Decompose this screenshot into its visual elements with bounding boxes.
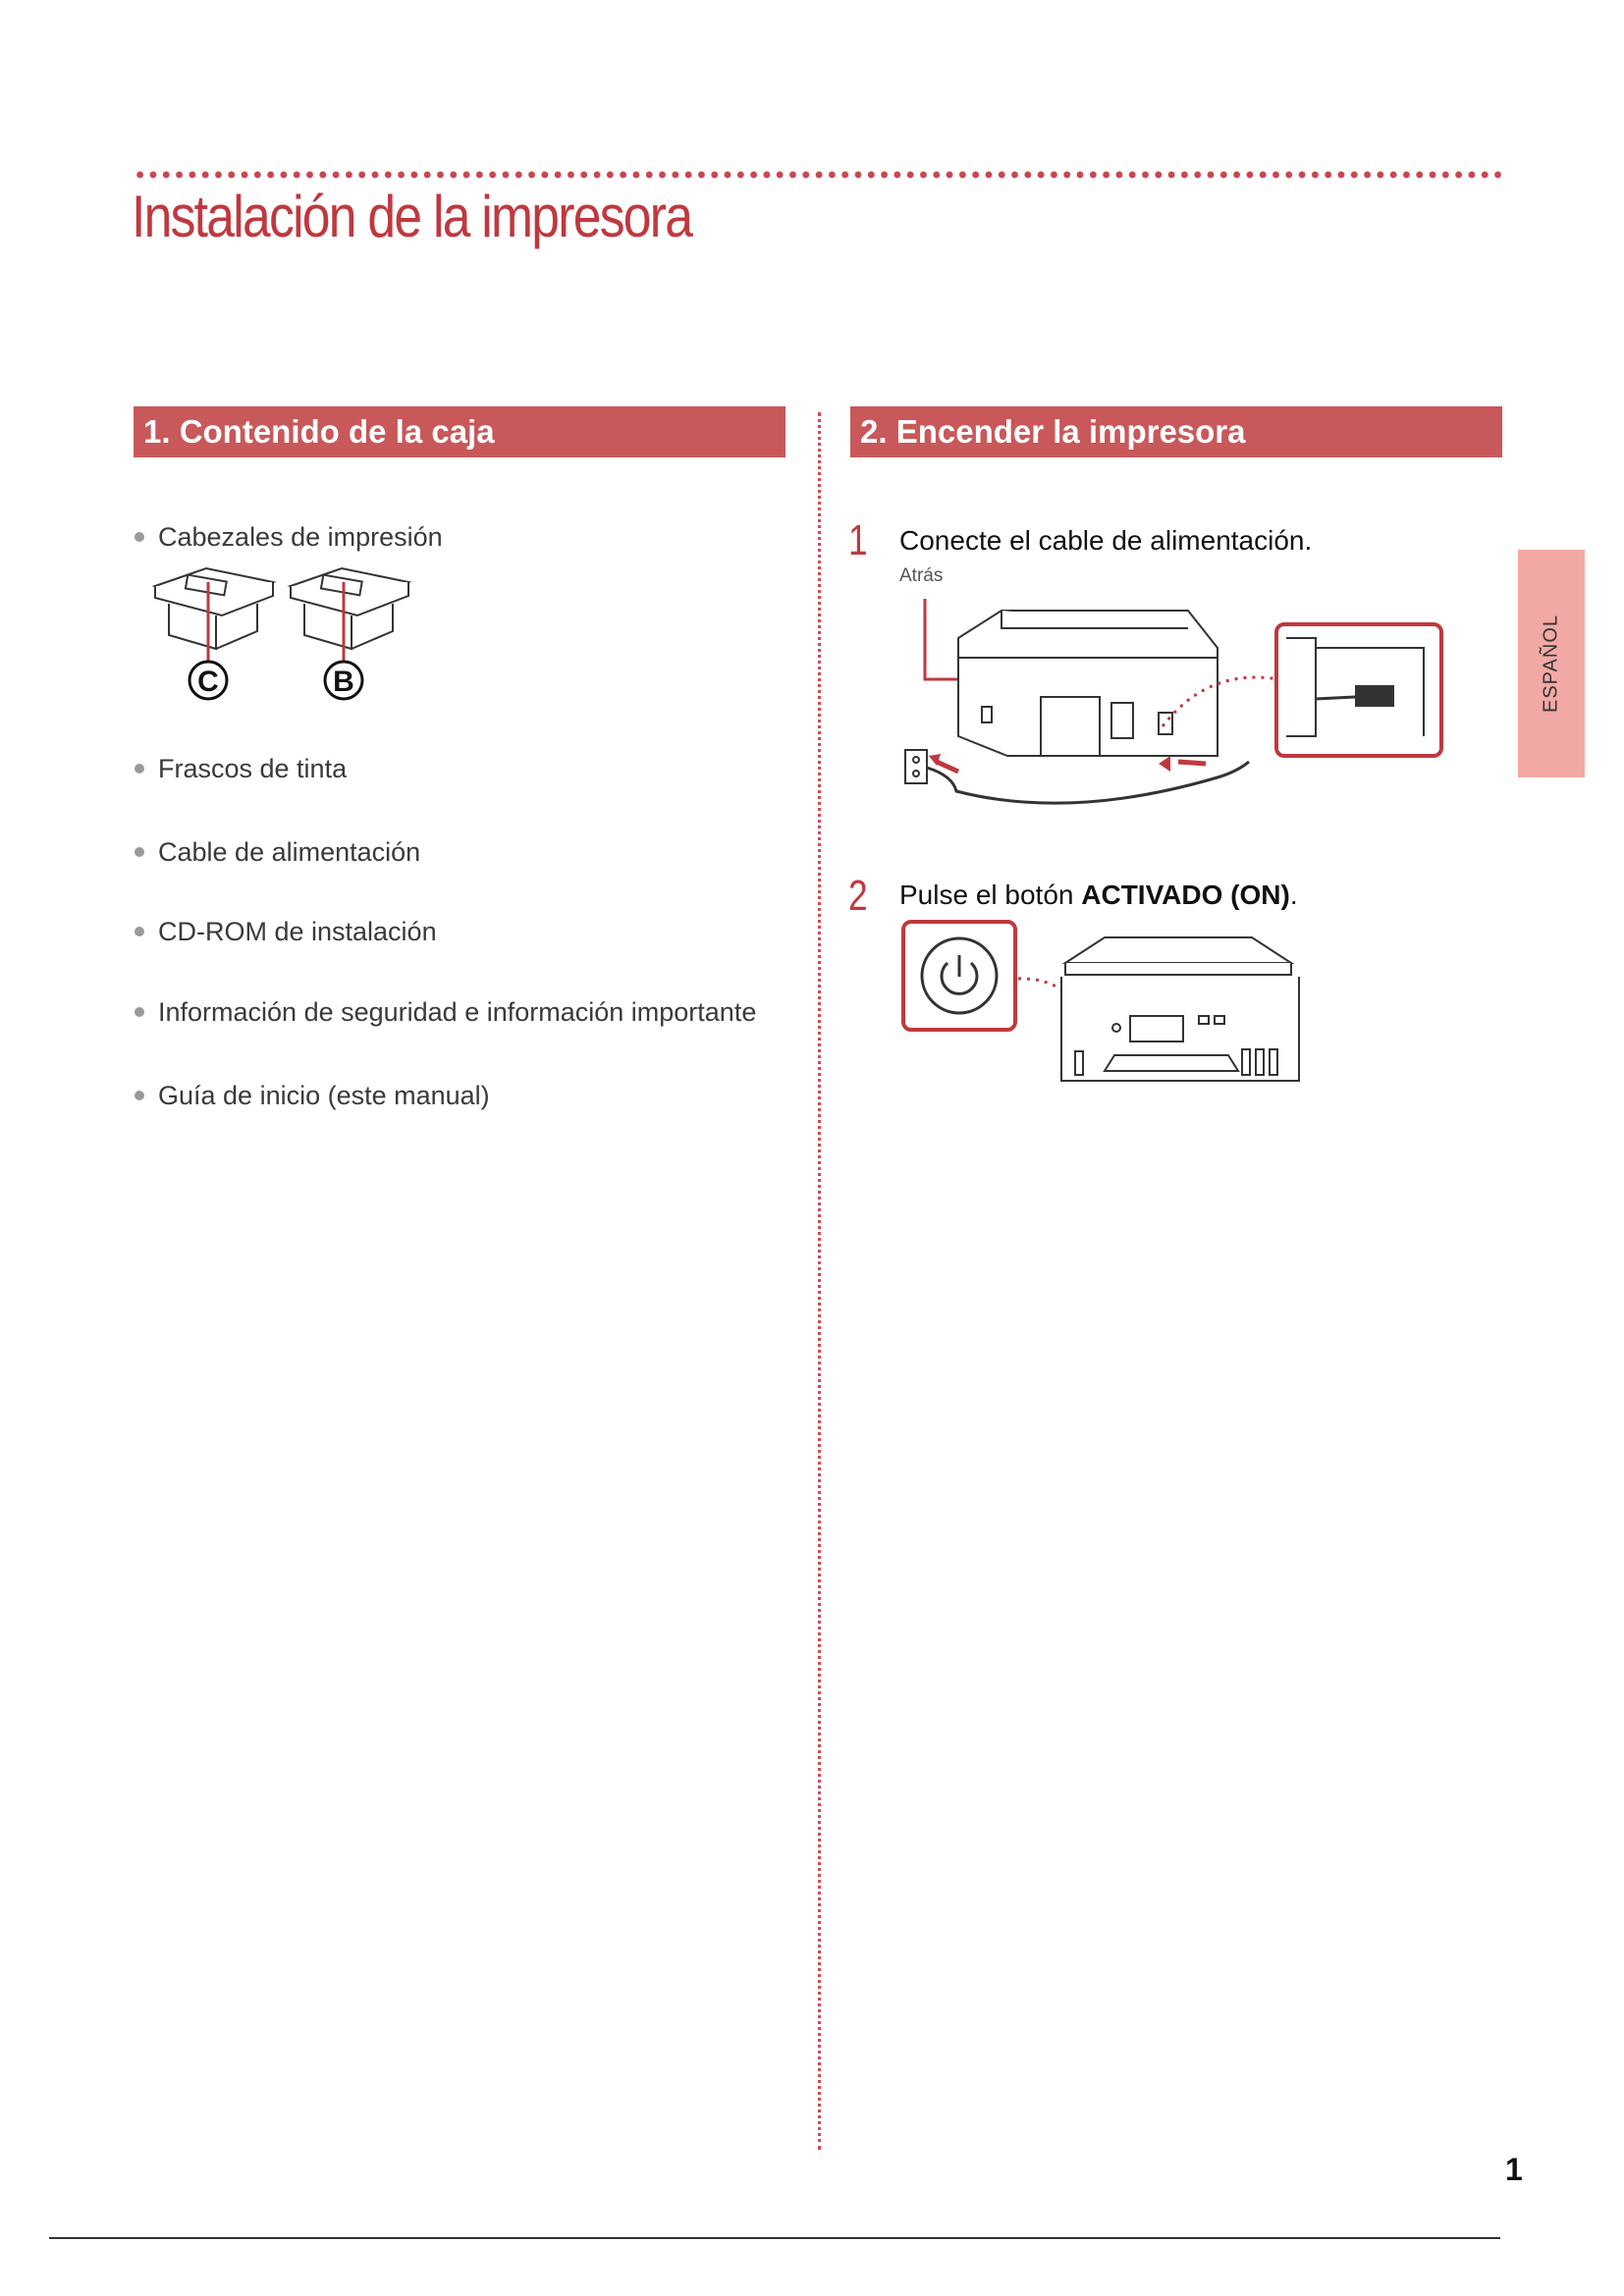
section-heading-contents: 1. Contenido de la caja xyxy=(134,406,785,457)
language-tab: ESPAÑOL xyxy=(1518,550,1585,777)
step-2-text: Pulse el botón ACTIVADO (ON). xyxy=(899,880,1298,910)
wall-outlet-icon xyxy=(905,750,927,783)
bullet-icon xyxy=(135,1091,144,1100)
printheads-illustration xyxy=(147,564,422,712)
bullet-icon xyxy=(135,532,144,542)
page-number: 1 xyxy=(1505,2152,1523,2187)
page-title: Instalación de la impresora xyxy=(132,184,692,249)
footer-rule xyxy=(49,2237,1500,2239)
bullet-icon xyxy=(135,847,144,857)
list-item-getting-started: Guía de inicio (este manual) xyxy=(135,1081,490,1111)
column-divider xyxy=(818,412,821,2150)
printer-rear-icon xyxy=(958,611,1218,756)
power-cord-illustration xyxy=(893,589,1453,825)
list-item-safety-info: Información de seguridad e información importante xyxy=(135,997,756,1028)
printhead-c-label: C xyxy=(197,666,219,698)
bullet-icon xyxy=(135,1007,144,1017)
section-heading-power-on: 2. Encender la impresora xyxy=(850,406,1502,457)
step-1-text: Conecte el cable de alimentación. xyxy=(899,525,1313,556)
list-item-printheads: Cabezales de impresión xyxy=(135,522,443,553)
step-2-number: 2 xyxy=(848,872,868,920)
printhead-b-label: B xyxy=(333,666,354,698)
list-item-power-cord: Cable de alimentación xyxy=(135,837,420,868)
step-1-number: 1 xyxy=(848,516,868,564)
title-dotted-rule xyxy=(134,169,1504,181)
list-item-ink-bottles: Frascos de tinta xyxy=(135,754,347,784)
bullet-icon xyxy=(135,764,144,774)
list-item-cd-rom: CD-ROM de instalación xyxy=(135,917,437,947)
printer-front-icon xyxy=(1061,937,1299,1081)
bullet-icon xyxy=(135,927,144,936)
on-button-label: ACTIVADO (ON) xyxy=(1081,880,1290,910)
printhead-b-icon xyxy=(291,568,408,649)
printhead-c-icon xyxy=(155,568,273,649)
power-button-illustration xyxy=(898,918,1350,1114)
rear-caption: Atrás xyxy=(899,565,944,586)
